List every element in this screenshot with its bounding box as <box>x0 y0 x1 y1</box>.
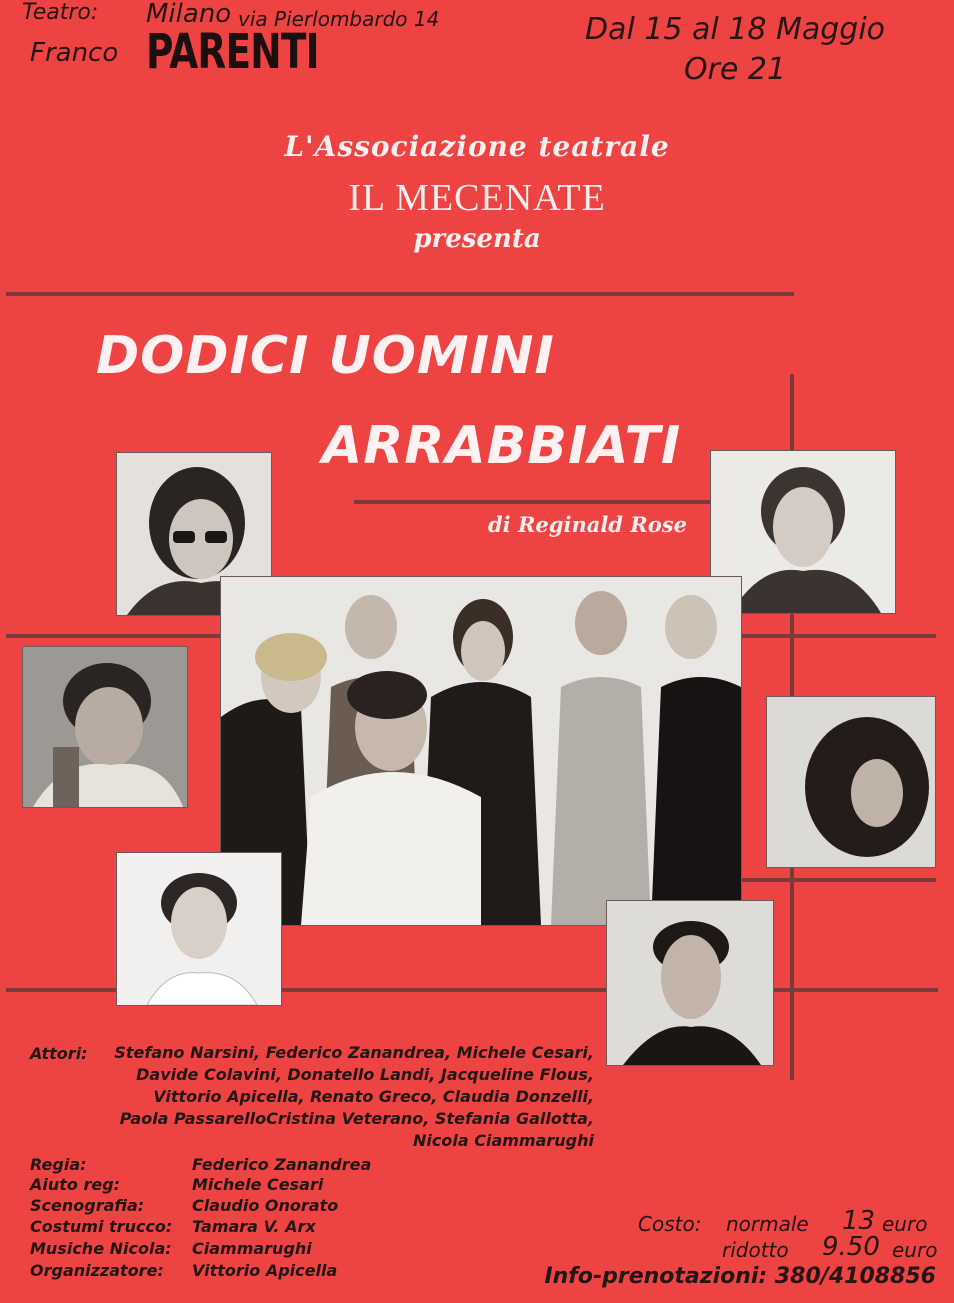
rule-mid-right <box>740 634 936 638</box>
ridotto-price: 9.50 <box>822 1232 880 1262</box>
normale-price: 13 <box>842 1206 876 1236</box>
euro-unit: euro <box>882 1212 928 1236</box>
credit-name: Ciammarughi <box>192 1239 312 1258</box>
portrait-woman-curly <box>766 696 936 868</box>
normale-label: normale <box>726 1212 809 1236</box>
cast-line: Nicola Ciammarughi <box>413 1131 594 1150</box>
time-label: Ore 21 <box>683 52 787 87</box>
credit-name: Michele Cesari <box>192 1175 324 1194</box>
rule-top <box>6 292 794 296</box>
rule-mid-left <box>6 634 220 638</box>
credit-name: Claudio Onorato <box>192 1196 339 1215</box>
info-bookings: Info-prenotazioni: 380/4108856 <box>544 1264 936 1289</box>
credit-role: Organizzatore: <box>30 1261 164 1280</box>
euro-unit: euro <box>892 1238 938 1262</box>
presenta-label: presenta <box>413 224 541 254</box>
ridotto-label: ridotto <box>722 1238 789 1262</box>
cast-line: Stefano Narsini, Federico Zanandrea, Michele Cesari, <box>114 1043 594 1062</box>
credit-role: Musiche Nicola: <box>30 1239 172 1258</box>
credit-name: Vittorio Apicella <box>192 1261 338 1280</box>
teatro-label: Teatro: <box>22 0 99 25</box>
show-author: di Reginald Rose <box>488 512 687 537</box>
venue-name: PARENTI <box>146 24 319 80</box>
credit-role: Costumi trucco: <box>30 1217 173 1236</box>
credit-name: Federico Zanandrea <box>192 1155 372 1174</box>
cast-line: Vittorio Apicella, Renato Greco, Claudia Donzelli, <box>153 1087 594 1106</box>
rule-lower-right <box>740 878 936 882</box>
credit-role: Scenografia: <box>30 1196 145 1215</box>
presenter-name: IL MECENATE <box>348 177 606 219</box>
credit-role: Aiuto reg: <box>30 1175 121 1194</box>
cast-label: Attori: <box>30 1044 88 1063</box>
show-title-line2: ARRABBIATI <box>322 416 682 476</box>
credit-role: Regia: <box>30 1155 87 1174</box>
portrait-woman-lower-left <box>116 852 282 1006</box>
show-title-line1: DODICI UOMINI <box>96 326 555 386</box>
credit-name: Tamara V. Arx <box>192 1217 316 1236</box>
address-label: via Pierlombardo 14 <box>238 7 440 31</box>
portrait-boy-left <box>22 646 188 808</box>
franco-label: Franco <box>30 38 119 68</box>
city-label: Milano <box>146 0 232 29</box>
costo-label: Costo: <box>638 1212 702 1236</box>
rule-title <box>354 500 712 504</box>
cast-line: Paola PassarelloCristina Veterano, Stefania Gallotta, <box>119 1109 594 1128</box>
portrait-man-lower-right <box>606 900 774 1066</box>
association-label: L'Associazione teatrale <box>284 130 670 163</box>
dates-label: Dal 15 al 18 Maggio <box>584 12 886 47</box>
cast-line: Davide Colavini, Donatello Landi, Jacqueline Flous, <box>136 1065 594 1084</box>
group-photo <box>220 576 742 926</box>
